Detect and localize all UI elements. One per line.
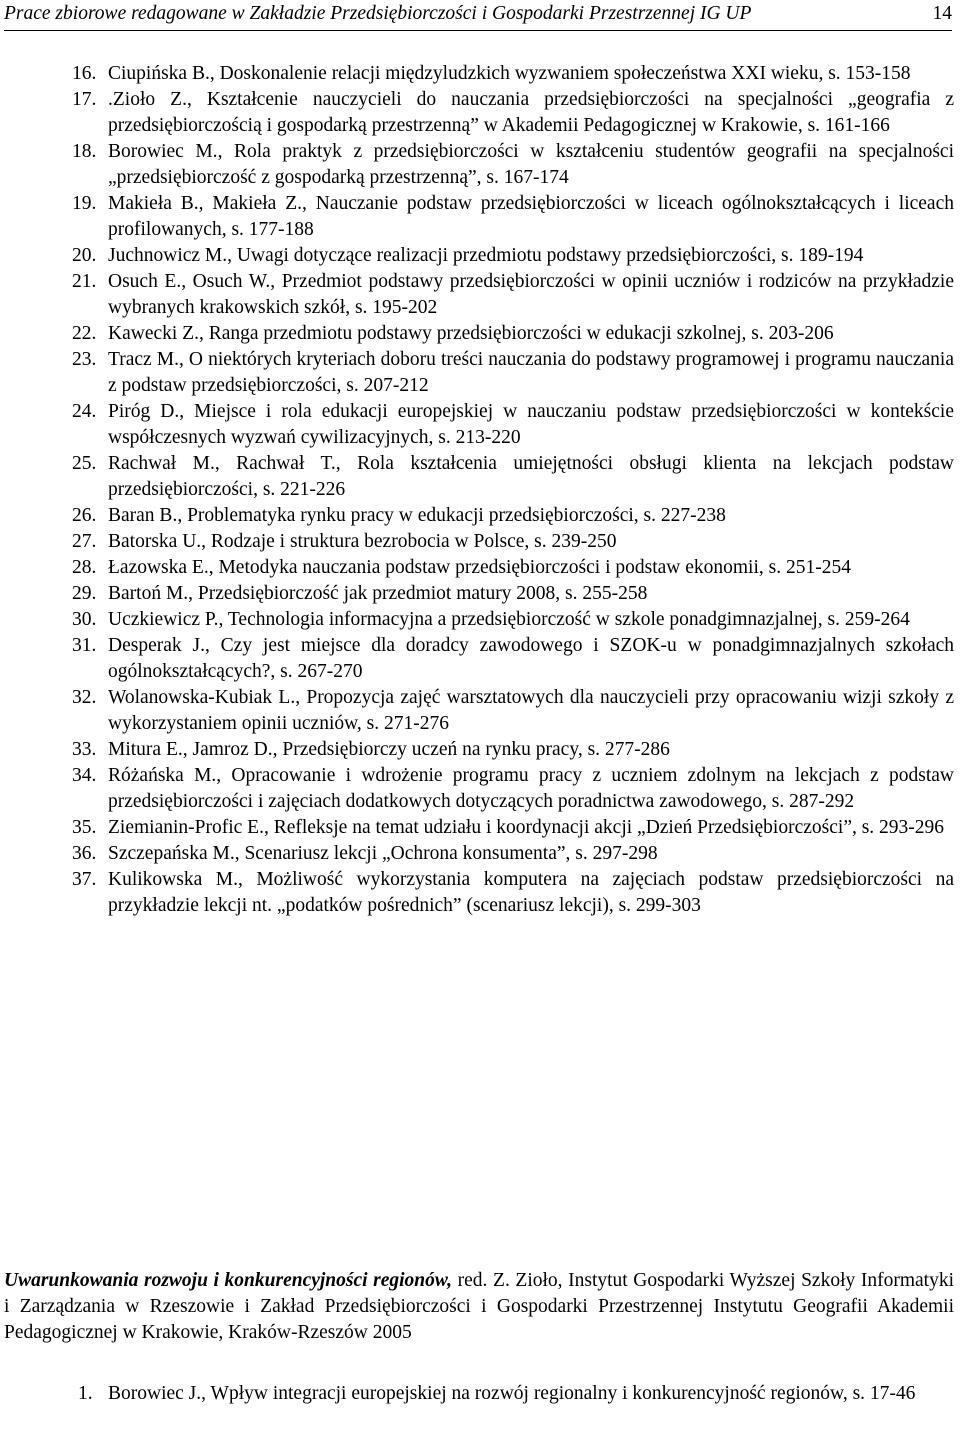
item-number: 18. [72,141,97,162]
item-text: , Nauczanie podstaw przedsiębiorczości w liceach ogólnokształcących i liceach profilowanych, s. 177-188 [108,193,954,240]
item-text: , Ranga przedmiotu podstawy przedsiębiorczości w edukacji szkolnej, s. 203-206 [198,323,834,344]
item-text: , Doskonalenie relacji międzyludzkich wyzwaniem społeczeństwa XXI wieku, s. 153-158 [209,63,911,84]
list-item [72,321,954,347]
item-text: , Czy jest miejsce dla doradcy zawodowego i SZOK-u w ponadgimnazjalnych szkołach ogólnokształcących?, s. 267-270 [108,635,955,682]
item-author: Szczepańska M. [108,843,235,864]
book-chapter-list [78,1381,954,1407]
item-number: 20. [72,245,97,266]
item-text: , Możliwość wykorzystania komputera na zajęciach podstaw przedsiębiorczości na przykładzie lekcji nt. „podatków pośrednich” (scenariusz lekcji), s. 299-303 [108,869,954,916]
item-text: , O niektórych kryteriach doboru treści nauczania do podstawy programowej i programu nauczania z podstaw przedsiębiorczości, s. 207-212 [108,349,954,396]
item-text: , Przedsiębiorczy uczeń na rynku pracy, s. 277-286 [272,739,670,760]
item-author: Tracz M. [108,349,179,370]
item-number: 28. [72,557,97,578]
item-text: , Miejsce i rola edukacji europejskiej w nauczaniu podstaw przedsiębiorczości w kontekście współczesnych wyzwań cywilizacyjnych, s. 213-220 [108,401,954,448]
item-number: 35. [72,817,97,838]
item-text: , Uwagi dotyczące realizacji przedmiotu podstawy przedsiębiorczości, s. 189-194 [227,245,864,266]
item-author: Mitura E., Jamroz D. [108,739,273,760]
item-number: 26. [72,505,97,526]
item-number: 27. [72,531,97,552]
list-item [72,503,954,529]
list-item [72,763,954,815]
item-number: 22. [72,323,97,344]
item-text: , Metodyka nauczania podstaw przedsiębiorczości i podstaw ekonomii, s. 251-254 [208,557,851,578]
item-author: .Zioło Z. [108,89,187,110]
list-item [72,685,954,737]
item-number: 23. [72,349,97,370]
book-details: red. Z. Zioło, Instytut Gospodarki Wyższej Szkoły Informatyki i Zarządzania w Rzeszowie i Zakład Przedsiębiorczości i Gospodarki Przestrzennej Instytutu Geografii Akademii Pedagogicznej w Krakowie, Kraków-Rzeszów 2005 [4,1270,954,1343]
item-author: Borowiec M. [108,141,218,162]
item-author: Piróg D. [108,401,180,422]
item-number: 17. [72,89,97,110]
item-author: Borowiec J. [108,1383,202,1404]
book-citation [4,1268,954,1346]
item-number: 33. [72,739,97,760]
item-author: Ciupińska B. [108,63,210,84]
list-item [72,737,954,763]
item-author: Makieła B., Makieła Z. [108,193,302,214]
item-author: Osuch E., Osuch W. [108,271,271,292]
item-author: Łazowska E. [108,557,209,578]
item-text: , Problematyka rynku pracy w edukacji przedsiębiorczości, s. 227-238 [177,505,726,526]
item-number: 34. [72,765,97,786]
item-number: 19. [72,193,97,214]
item-number: 31. [72,635,97,656]
item-author: Juchnowicz M. [108,245,228,266]
item-author: Batorska U. [108,531,202,552]
item-text: , Rola praktyk z przedsiębiorczości w kształceniu studentów geografii na specjalności „przedsiębiorczość z gospodarką przestrzenną”, s. 167-174 [108,141,954,188]
list-item [72,633,954,685]
item-author: Wolanowska-Kubiak L. [108,687,296,708]
page-number: 14 [932,3,952,24]
item-author: Ziemianin-Profic E. [108,817,264,838]
item-number: 1. [78,1383,93,1404]
item-author: Rachwał M., Rachwał T. [108,453,336,474]
publication-list [72,61,954,919]
item-number: 29. [72,583,97,604]
item-author: Desperak J. [108,635,205,656]
item-number: 21. [72,271,97,292]
list-item [72,399,954,451]
item-number: 24. [72,401,97,422]
item-number: 37. [72,869,97,890]
running-header [4,0,952,31]
list-item [72,529,954,555]
list-item [72,867,954,919]
item-number: 16. [72,63,97,84]
list-item [72,581,954,607]
item-author: Baran B. [108,505,178,526]
item-text: , Opracowanie i wdrożenie programu pracy z uczniem zdolnym na lekcjach z podstaw przedsiębiorczości i zajęciach dodatkowych dotyczących poradnictwa zawodowego, s. 287-292 [108,765,954,812]
item-text: , Rola kształcenia umiejętności obsługi klienta na lekcjach podstaw przedsiębiorczości, s. 221-226 [108,453,954,500]
list-item [78,1381,954,1407]
item-author: Kulikowska M. [108,869,238,890]
item-author: Różańska M. [108,765,217,786]
list-item [72,191,954,243]
list-item [72,451,954,503]
header-title: Prace zbiorowe redagowane w Zakładzie Przedsiębiorczości i Gospodarki Przestrzennej IG UP [4,3,752,24]
item-text: , Przedmiot podstawy przedsiębiorczości w opinii uczniów i rodziców na przykładzie wybranych krakowskich szkół, s. 195-202 [108,271,954,318]
item-number: 30. [72,609,97,630]
item-text: , Przedsiębiorczość jak przedmiot matury 2008, s. 255-258 [188,583,648,604]
list-item [72,269,954,321]
book-title: Uwarunkowania rozwoju i konkurencyjności regionów, [4,1270,453,1291]
item-text: , Rodzaje i struktura bezrobocia w Polsce, s. 239-250 [201,531,617,552]
list-item [72,347,954,399]
item-number: 36. [72,843,97,864]
list-item [72,607,954,633]
list-item [72,555,954,581]
item-text: , Refleksje na temat udziału i koordynacji akcji „Dzień Przedsiębiorczości”, s. 293-296 [263,817,945,838]
item-number: 32. [72,687,97,708]
list-item [72,139,954,191]
list-item [72,61,954,87]
item-text: , Wpływ integracji europejskiej na rozwój regionalny i konkurencyjność regionów, s. 17-46 [201,1383,916,1404]
item-text: , Scenariusz lekcji „Ochrona konsumenta”, s. 297-298 [234,843,658,864]
item-text: , Technologia informacyjna a przedsiębiorczość w szkole ponadgimnazjalnej, s. 259-264 [218,609,910,630]
item-text: , Propozycja zajęć warsztatowych dla nauczycieli przy opracowaniu wizji szkoły z wykorzystaniem opinii uczniów, s. 271-276 [108,687,954,734]
list-item [72,87,954,139]
item-author: Kawecki Z. [108,323,199,344]
item-author: Uczkiewicz P. [108,609,219,630]
item-author: Bartoń M. [108,583,189,604]
list-item [72,815,954,841]
item-number: 25. [72,453,97,474]
item-text: , Kształcenie nauczycieli do nauczania przedsiębiorczości na specjalności „geografia z przedsiębiorczością i gospodarką przestrzenną” w Akademii Pedagogicznej w Krakowie, s. 161-166 [108,89,954,136]
list-item [72,841,954,867]
list-item [72,243,954,269]
